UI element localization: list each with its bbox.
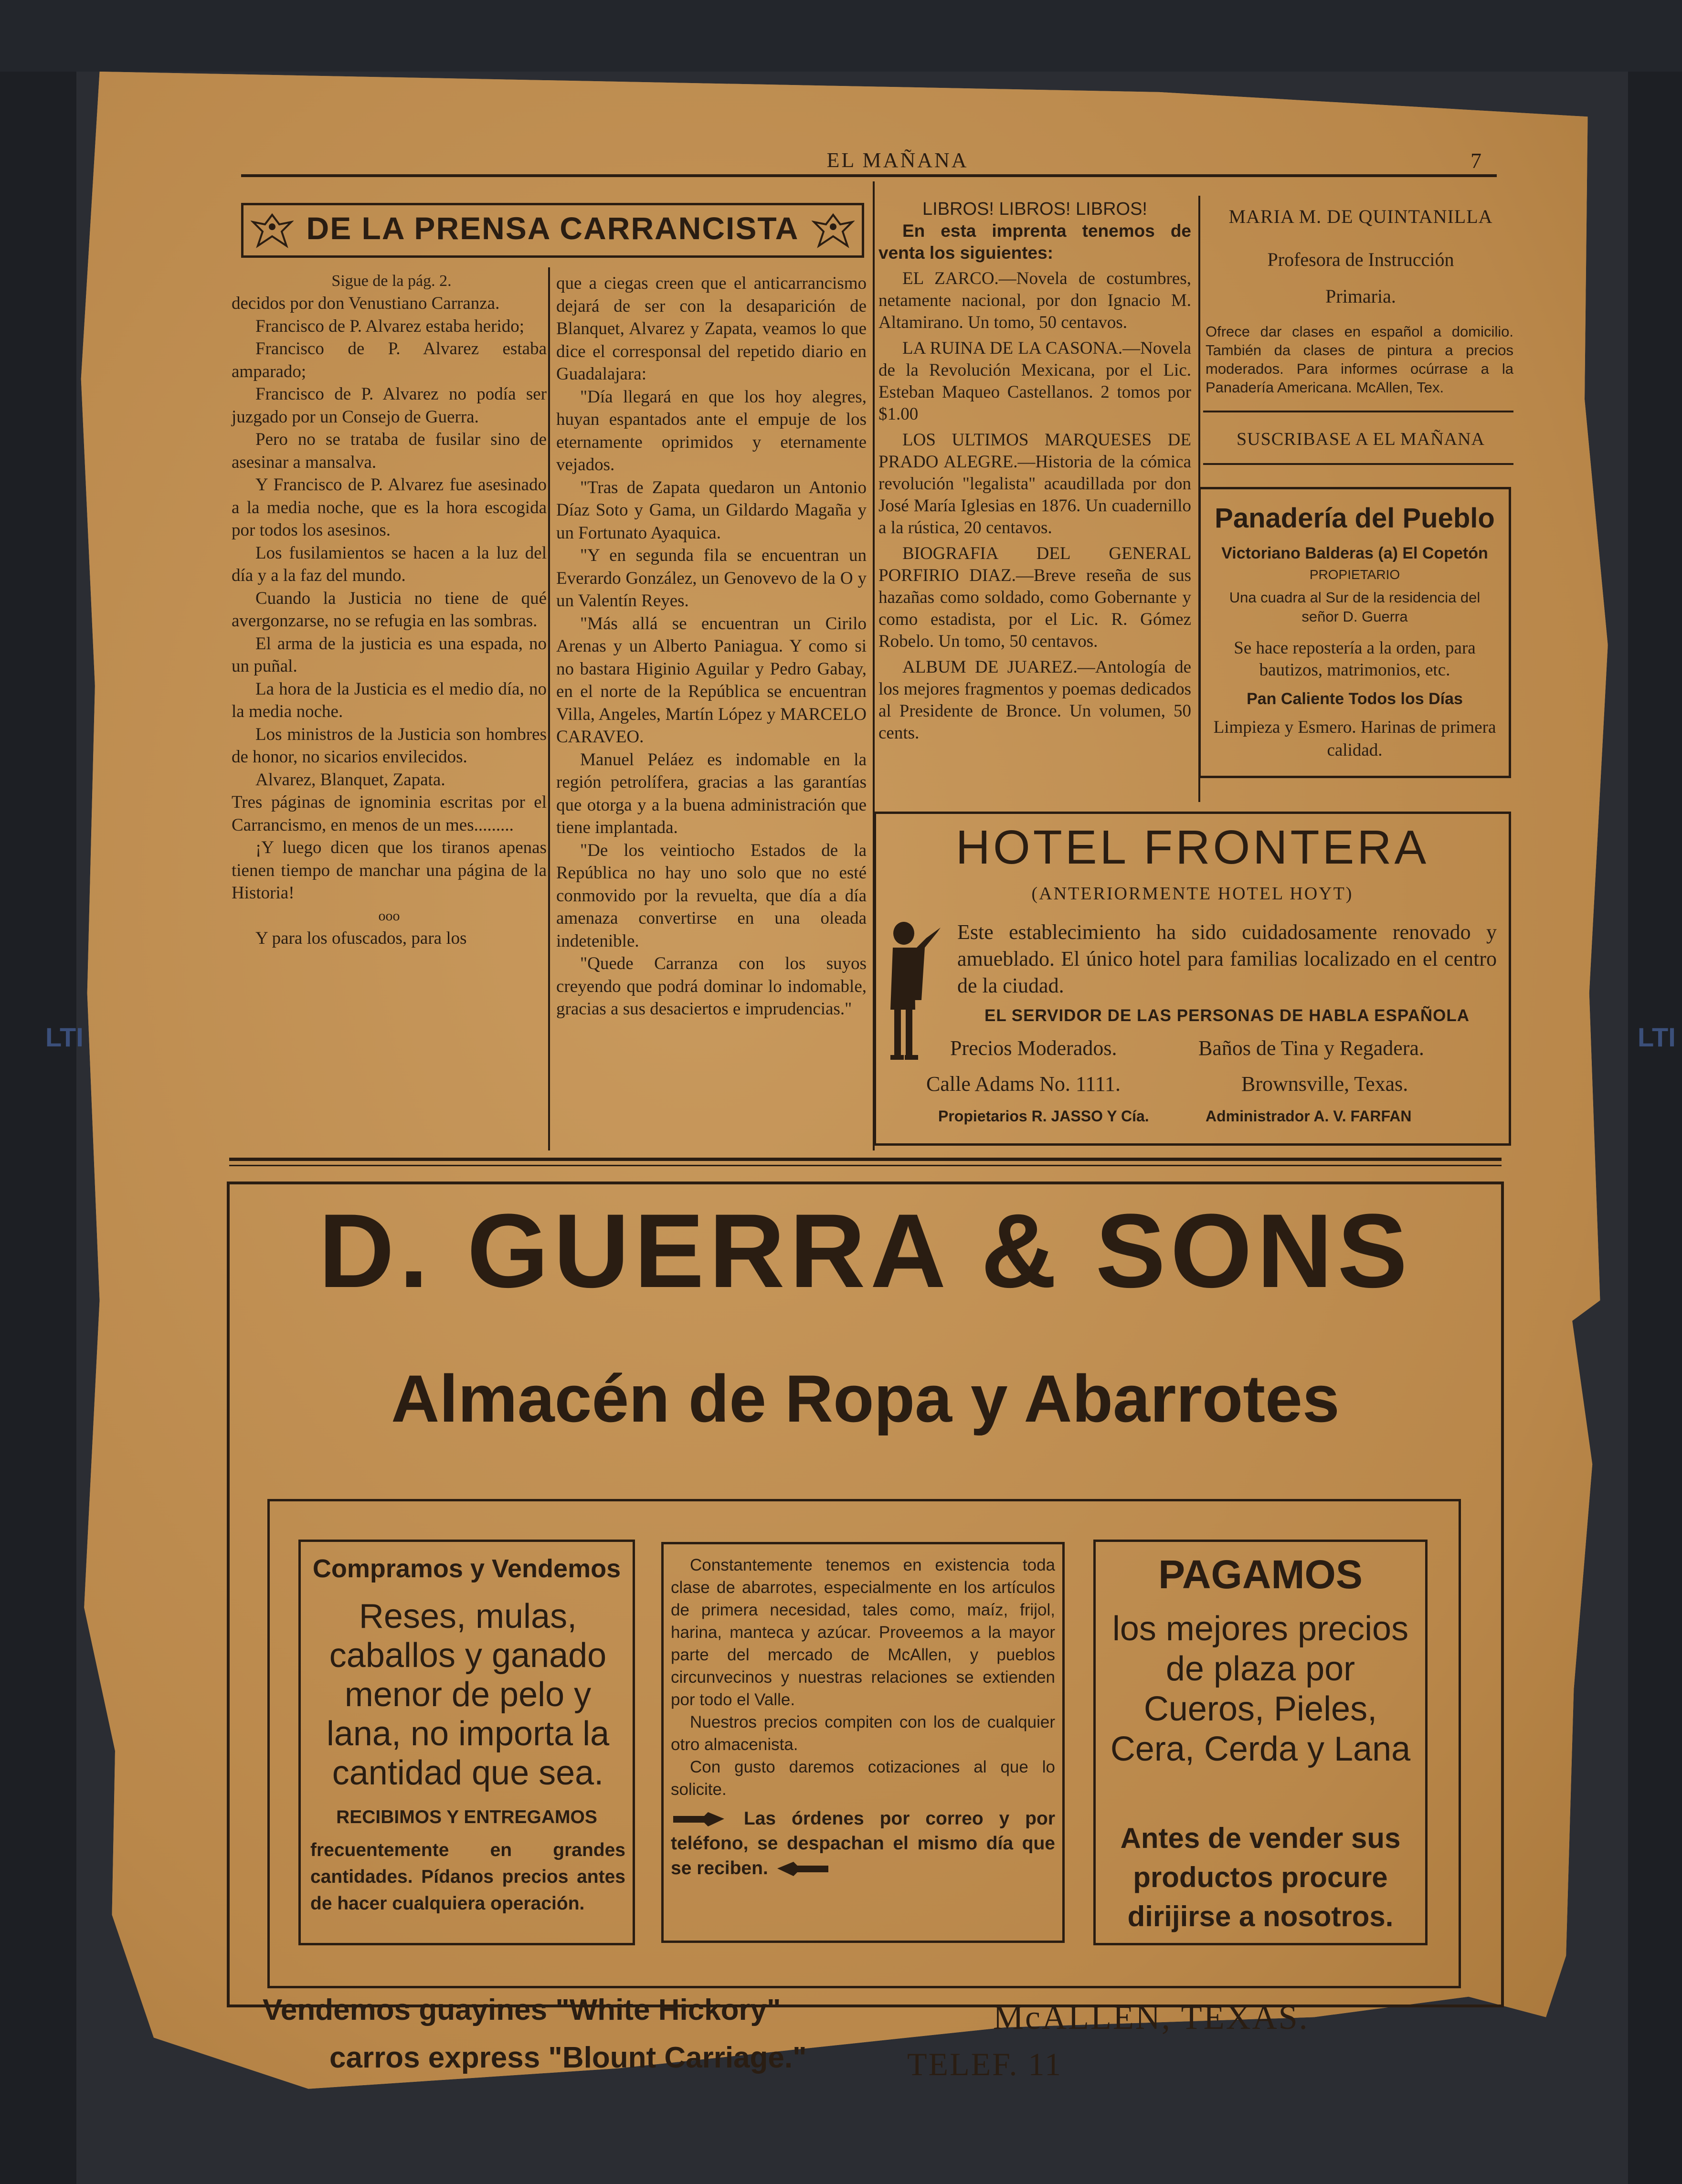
- pointing-hand-right-icon: [773, 1860, 831, 1879]
- guerra-subtitle: Almacén de Ropa y Abarrotes: [391, 1361, 1340, 1436]
- prensa-col2-para: "Día llegará en que los hoy alegres, huyan espantados ante el empuje de los eternamente oprimidos y eternamente vejados.: [556, 387, 867, 475]
- pagamos-body: los mejores precios de plaza por Cueros, Pieles, Cera, Cerda y Lana: [1110, 1610, 1411, 1768]
- quintanilla-name: MARIA M. DE QUINTANILLA: [1228, 206, 1493, 227]
- abarrotes-para: Con gusto daremos cotizaciones al que lo solicite.: [671, 1758, 1055, 1799]
- gentleman-pointing-icon: [881, 919, 943, 1062]
- compramos-foot: frecuentemente en grandes cantidades. Pídanos precios antes de hacer cualquiera operación.: [310, 1840, 625, 1914]
- pagamos-heading: PAGAMOS: [1158, 1552, 1363, 1597]
- quintanilla-text: Ofrece dar clases en español a domicilio. También da clases de pintura a precios moderados. Para informes ocúrrase a la Panadería Americana. McAllen, Tex.: [1206, 323, 1513, 396]
- prensa-col2-para: "Tras de Zapata quedaron un Antonio Díaz Soto y Gama, un Gildardo Magaña y un Fortunato Ayaquica.: [556, 477, 867, 543]
- backdrop-strip-right: [1628, 0, 1682, 2184]
- panaderia-title: Panadería del Pueblo: [1215, 503, 1495, 534]
- prensa-col1-para: Francisco de P. Alvarez estaba herido;: [255, 316, 525, 336]
- hotel-prices: Precios Moderados.: [950, 1036, 1117, 1060]
- hotel-owners: Propietarios R. JASSO Y Cía.: [938, 1108, 1149, 1125]
- quintanilla-role-2: Primaria.: [1325, 285, 1396, 307]
- eagle-ornament-right-icon: [812, 210, 855, 251]
- prensa-col1-para: Los fusilamientos se hacen a la luz del día y a la faz del mundo.: [232, 543, 547, 585]
- prensa-col1-para: La hora de la Justicia es el medio día, no la media noche.: [232, 679, 547, 721]
- prensa-col1-para: Y Francisco de P. Alvarez fue asesinado a la media noche, que es la hora escogida por todos los asesinos.: [232, 475, 547, 540]
- backdrop-strip-top: [0, 0, 1682, 72]
- libros-item: LOS ULTIMOS MARQUESES DE PRADO ALEGRE.—Historia de la cómica revolución "legalista" acaudillada por don José María Iglesias en 1876. Un cuadernillo a la rústica, 20 centavos.: [878, 430, 1191, 538]
- prensa-col2-para: Manuel Peláez es indomable en la región petrolífera, gracias a las garantías que otorga y a la buena administración que tiene implantada.: [556, 749, 867, 837]
- panaderia-location: Una cuadra al Sur de la residencia del señor D. Guerra: [1229, 589, 1481, 625]
- guerra-telephone: TELEF. 11: [907, 2046, 1062, 2082]
- backdrop-strip-left: [0, 0, 76, 2184]
- abarrotes-para: Nuestros precios compiten con los de cualquier otro almacenista.: [671, 1713, 1055, 1754]
- abarrotes-orders: Las órdenes por correo y por teléfono, se despachan el mismo día que se reciben.: [671, 1808, 1056, 1878]
- prensa-col2-para: "Y en segunda fila se encuentran un Everardo González, un Genovevo de la O y un Valentín Reyes.: [556, 546, 867, 611]
- prensa-col1-para: ¡Y luego dicen que los tiranos apenas tienen tiempo de manchar una página de la Historia!: [232, 838, 547, 903]
- prensa-col1-para: Y para los ofuscados, para los: [255, 928, 467, 948]
- prensa-col1-para: Alvarez, Blanquet, Zapata.: [255, 770, 445, 790]
- guerra-title: D. GUERRA & SONS: [318, 1192, 1412, 1309]
- backdrop-label-right: LTI: [1638, 1022, 1676, 1052]
- eagle-ornament-left-icon: [251, 210, 294, 251]
- hotel-name: HOTEL FRONTERA: [955, 821, 1429, 874]
- prensa-col1-para: El arma de la justicia es una espada, no un puñal.: [232, 633, 547, 676]
- panaderia-quality: Limpieza y Esmero. Harinas de primera calidad.: [1213, 717, 1496, 760]
- suscribase-notice: SUSCRIBASE A EL MAÑANA: [1237, 429, 1485, 449]
- pagamos-foot: Antes de vender sus productos procure dirijirse a nosotros.: [1120, 1822, 1401, 1932]
- prensa-col1-ornament: ooo: [378, 907, 400, 924]
- prensa-continued-note: Sigue de la pág. 2.: [331, 272, 452, 290]
- libros-item: LA RUINA DE LA CASONA.—Novela de la Revolución Mexicana, por el Lic. Esteban Maqueo Castellanos. 2 tomos por $1.00: [878, 338, 1191, 424]
- libros-intro: En esta imprenta tenemos de venta los siguientes:: [878, 221, 1191, 263]
- prensa-col1-para: Francisco de P. Alvarez no podía ser juzgado por un Consejo de Guerra.: [232, 384, 547, 427]
- prensa-title: DE LA PRENSA CARRANCISTA: [306, 211, 799, 246]
- abarrotes-para: Constantemente tenemos en existencia toda clase de abarrotes, especialmente en los artículos de primera necesidad, tales como, maíz, frijol, harina, manteca y azúcar. Proveemos a la mayor parte del mercado de McAllen, y pueblos circunvecinos y nuestras relaciones se extienden por todo el Valle.: [671, 1556, 1055, 1709]
- libros-item: BIOGRAFIA DEL GENERAL PORFIRIO DIAZ.—Breve reseña de sus hazañas como soldado, como Gobernante y como estadista, por el Lic. R. Gómez Robelo. Un tomo, 50 centavos.: [878, 544, 1191, 651]
- libros-item: EL ZARCO.—Novela de costumbres, netamente nacional, por don Ignacio M. Altamirano. Un tomo, 50 centavos.: [878, 269, 1191, 332]
- prensa-col1-para: decidos por don Venustiano Carranza.: [232, 294, 500, 313]
- pointing-hand-icon: [671, 1810, 728, 1829]
- libros-column: [878, 198, 1191, 744]
- prensa-col2-para: que a ciegas creen que el anticarrancismo dejará de ser con la desaparición de Blanquet, Alvarez y Zapata, veamos lo que dice el corresponsal del repetido diario en Guadalajara:: [556, 274, 867, 384]
- prensa-column-1: [232, 292, 547, 950]
- compramos-sub: RECIBIMOS Y ENTREGAMOS: [336, 1807, 597, 1827]
- panaderia-service: Se hace repostería a la orden, para bautizos, matrimonios, etc.: [1234, 638, 1476, 680]
- hotel-servidor: EL SERVIDOR DE LAS PERSONAS DE HABLA ESPAÑOLA: [984, 1006, 1470, 1025]
- page-number: 7: [1470, 148, 1481, 173]
- compramos-heading: Compramos y Vendemos: [312, 1554, 621, 1583]
- section-rule-thin: [229, 1165, 1502, 1166]
- section-rule: [229, 1158, 1502, 1161]
- prensa-col1-para: Cuando la Justicia no tiene de qué avergonzarse, no se refugia en las sombras.: [232, 588, 547, 631]
- libros-title: LIBROS! LIBROS! LIBROS!: [922, 199, 1147, 219]
- hotel-baths: Baños de Tina y Regadera.: [1198, 1036, 1424, 1060]
- hotel-address: Calle Adams No. 1111.: [926, 1072, 1121, 1096]
- prensa-col1-para: Francisco de P. Alvarez estaba amparado;: [232, 339, 547, 381]
- panaderia-daily: Pan Caliente Todos los Días: [1247, 690, 1463, 708]
- hotel-description: Este establecimiento ha sido cuidadosamente renovado y amueblado. El único hotel para familias localizado en el centro de la ciudad.: [957, 920, 1497, 997]
- panaderia-owner: Victoriano Balderas (a) El Copetón: [1221, 544, 1488, 562]
- prensa-column-2: [556, 272, 867, 1021]
- compramos-body: Reses, mulas, caballos y ganado menor de pelo y lana, no importa la cantidad que sea.: [326, 1597, 610, 1792]
- paper-name: EL MAÑANA: [826, 148, 969, 172]
- backdrop-label-left: LTI: [45, 1022, 84, 1052]
- prensa-col1-para: Tres páginas de ignominia escritas por el Carrancismo, en menos de un mes.........: [232, 792, 547, 835]
- quintanilla-role-1: Profesora de Instrucción: [1267, 249, 1454, 270]
- suscribase-rule: [1203, 463, 1513, 465]
- masthead-rule: [241, 174, 1497, 177]
- abarrotes-text: [671, 1554, 1055, 1881]
- prensa-col2-para: "Más allá se encuentran un Cirilo Arenas y un Alberto Paniagua. Y como si no bastara Higinio Aguilar y Pedro Gabay, en el norte de la República se encuentran Villa, Angeles, Martín López y MARCELO CARAVEO.: [556, 613, 867, 747]
- prensa-col1-para: Pero no se trataba de fusilar sino de asesinar a mansalva.: [232, 430, 547, 472]
- guerra-footer-guayines: Vendemos guayines "White Hickory": [263, 1994, 781, 2026]
- panaderia-owner-role: PROPIETARIO: [1309, 567, 1400, 582]
- libros-item: ALBUM DE JUAREZ.—Antología de los mejores fragmentos y poemas dedicados al Presidente de Bronce. Un volumen, 50 cents.: [878, 657, 1191, 743]
- prensa-col2-para: "Quede Carranza con los suyos creyendo que podrá dominar lo indomable, gracias a sus desaciertos e imprudencias.": [556, 954, 867, 1019]
- quintanilla-rule: [1203, 411, 1513, 412]
- guerra-city: McALLEN, TEXAS.: [993, 1998, 1309, 2036]
- prensa-col1-para: Los ministros de la Justicia son hombres de honor, no sicarios envilecidos.: [232, 724, 547, 767]
- hotel-city: Brownsville, Texas.: [1241, 1072, 1408, 1096]
- guerra-footer-carros: carros express "Blount Carriage.": [329, 2041, 807, 2074]
- hotel-former-name: (ANTERIORMENTE HOTEL HOYT): [1031, 884, 1354, 904]
- hotel-administrator: Administrador A. V. FARFAN: [1206, 1108, 1412, 1125]
- column-divider-1: [548, 267, 550, 1150]
- prensa-col2-para: "De los veintiocho Estados de la República no hay uno solo que no esté conmovido por la revuelta, que día a día amenaza convertirse en una oleada indetenible.: [556, 840, 867, 951]
